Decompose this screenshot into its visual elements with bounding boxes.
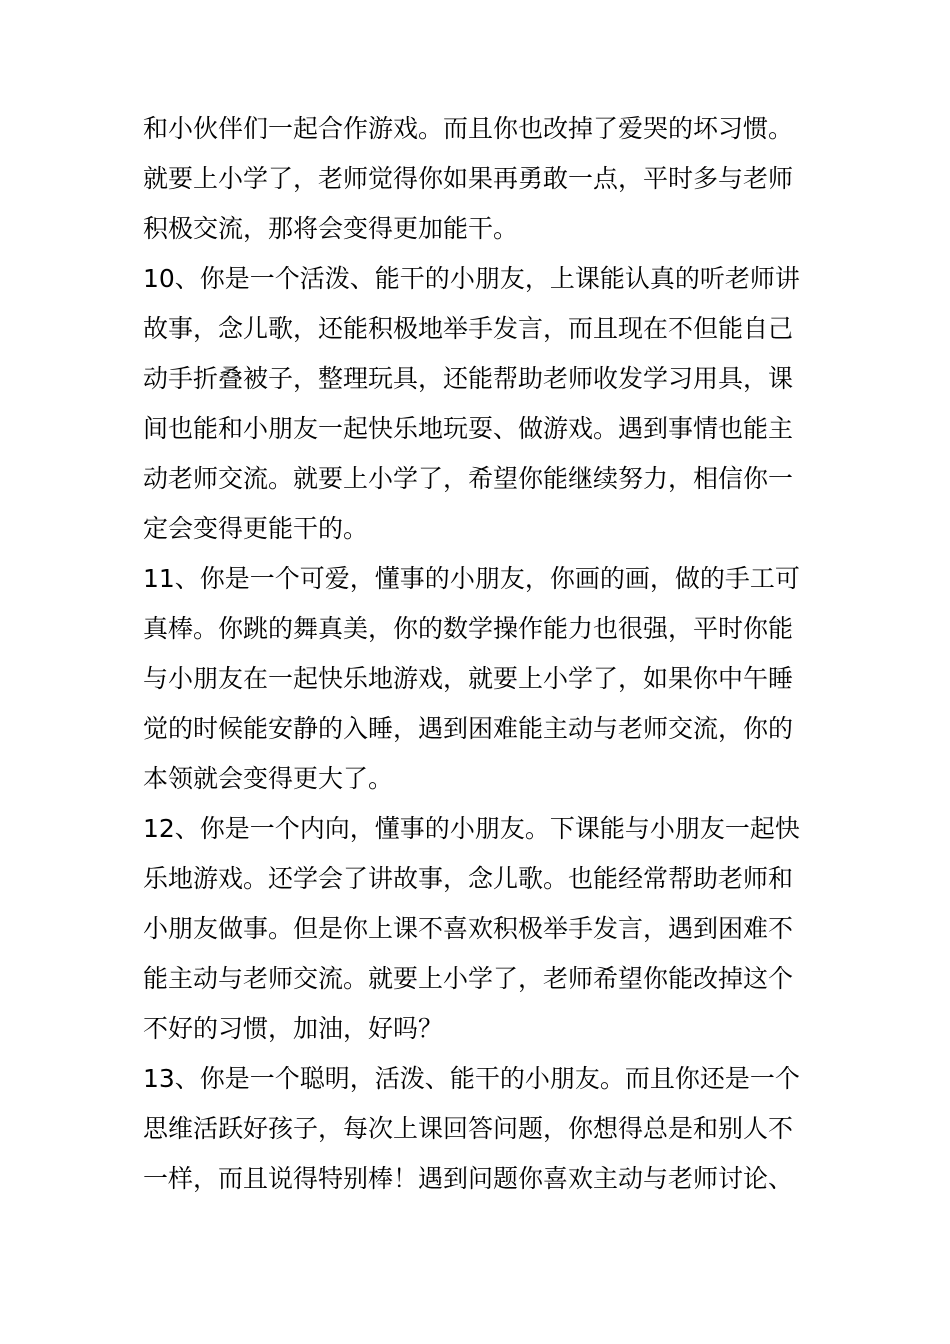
text-line: 13、你是一个聪明，活泼、能干的小朋友。而且你还是一个 [143, 1064, 800, 1093]
text-line: 就要上小学了，老师觉得你如果再勇敢一点，平时多与老师 [143, 164, 794, 193]
text-line: 本领就会变得更大了。 [143, 764, 394, 793]
text-line: 动手折叠被子，整理玩具，还能帮助老师收发学习用具，课 [143, 364, 794, 393]
text-line: 故事，念儿歌，还能积极地举手发言，而且现在不但能自己 [143, 314, 794, 343]
text-line: 10、你是一个活泼、能干的小朋友，上课能认真的听老师讲 [143, 264, 800, 293]
text-line: 11、你是一个可爱，懂事的小朋友，你画的画，做的手工可 [143, 564, 800, 593]
text-line: 思维活跃好孩子，每次上课回答问题，你想得总是和别人不 [143, 1114, 794, 1143]
text-line: 间也能和小朋友一起快乐地玩耍、做游戏。遇到事情也能主 [143, 414, 794, 443]
text-line: 12、你是一个内向，懂事的小朋友。下课能与小朋友一起快 [143, 814, 800, 843]
text-line: 与小朋友在一起快乐地游戏，就要上小学了，如果你中午睡 [143, 664, 794, 693]
text-line: 定会变得更能干的。 [143, 514, 369, 543]
text-line: 不好的习惯，加油，好吗？ [143, 1014, 444, 1043]
text-line: 乐地游戏。还学会了讲故事，念儿歌。也能经常帮助老师和 [143, 864, 794, 893]
text-line: 能主动与老师交流。就要上小学了，老师希望你能改掉这个 [143, 964, 794, 993]
text-line: 小朋友做事。但是你上课不喜欢积极举手发言，遇到困难不 [143, 914, 794, 943]
text-line: 积极交流，那将会变得更加能干。 [143, 214, 519, 243]
text-line: 动老师交流。就要上小学了，希望你能继续努力，相信你一 [143, 464, 794, 493]
text-line: 一样，而且说得特别棒！遇到问题你喜欢主动与老师讨论、 [143, 1164, 794, 1193]
document-body [143, 104, 811, 1204]
text-line: 和小伙伴们一起合作游戏。而且你也改掉了爱哭的坏习惯。 [143, 114, 794, 143]
text-line: 觉的时候能安静的入睡，遇到困难能主动与老师交流，你的 [143, 714, 794, 743]
text-line: 真棒。你跳的舞真美，你的数学操作能力也很强，平时你能 [143, 614, 794, 643]
